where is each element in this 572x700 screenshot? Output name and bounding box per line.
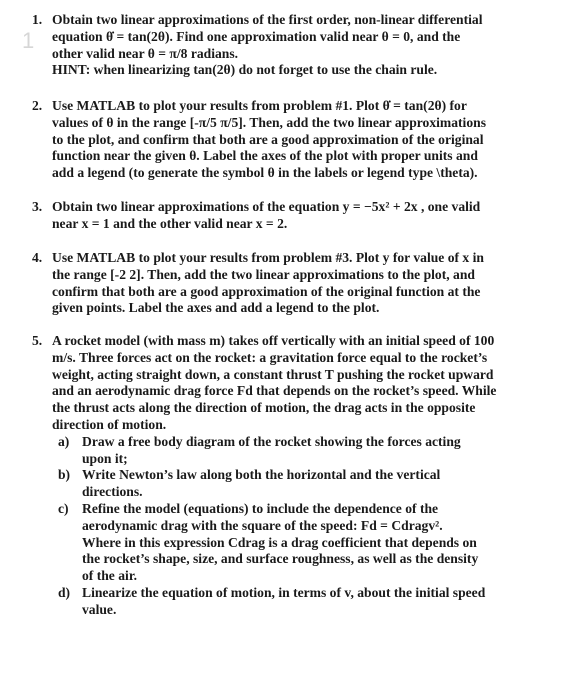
subitem-line: value. bbox=[82, 601, 117, 617]
problem-line: HINT: when linearizing tan(2θ) do not forget to use the chain rule. bbox=[52, 62, 438, 78]
problem-line: the range [-2 2]. Then, add the two linear approximations to the plot, and bbox=[52, 266, 475, 282]
subitem-letter: b) bbox=[58, 467, 71, 483]
subitem-c bbox=[58, 501, 542, 585]
problem-5 bbox=[32, 333, 542, 619]
problem-line: Use MATLAB to plot your results from problem #1. Plot θ̇ = tan(2θ) for bbox=[52, 98, 467, 113]
subitem-line: the rocket’s shape, size, and surface roughness, as well as the density bbox=[82, 551, 479, 567]
problem-line: add a legend (to generate the symbol θ in the labels or legend type \theta). bbox=[52, 165, 478, 181]
subitem-d bbox=[58, 585, 542, 619]
problem-line: given points. Label the axes and add a legend to the plot. bbox=[52, 300, 380, 316]
problem-3 bbox=[32, 199, 542, 233]
problem-line: values of θ in the range [-π/5 π/5]. Then, add the two linear approximations bbox=[52, 114, 486, 130]
subitem-line: directions. bbox=[82, 484, 143, 500]
subitem-line: Write Newton’s law along both the horizontal and the vertical bbox=[82, 467, 441, 483]
problem-line: to the plot, and confirm that both are a good approximation of the original bbox=[52, 131, 484, 147]
problem-line: the thrust acts along the direction of motion, the drag acts in the opposite bbox=[52, 400, 476, 416]
problem-line: and an aerodynamic drag force Fd that depends on the rocket’s speed. While bbox=[52, 383, 497, 399]
subitem-line: upon it; bbox=[82, 450, 128, 466]
subitem-line: Refine the model (equations) to include the dependence of the bbox=[82, 500, 439, 516]
problem-line: Use MATLAB to plot your results from problem #3. Plot y for value of x in bbox=[52, 250, 484, 265]
problem-line: Obtain two linear approximations of the first order, non-linear differential bbox=[52, 12, 483, 27]
subitem-letter: c) bbox=[58, 500, 69, 516]
subitem-line: Draw a free body diagram of the rocket showing the forces acting bbox=[82, 433, 461, 449]
problem-line: direction of motion. bbox=[52, 416, 167, 432]
subitem-letter: d) bbox=[58, 584, 71, 600]
problem-line: function near the given θ. Label the axes of the plot with proper units and bbox=[52, 148, 478, 164]
subitem-b bbox=[58, 467, 542, 501]
problem-line: other valid near θ = π/8 radians. bbox=[52, 45, 239, 61]
subitem-line: aerodynamic drag with the square of the speed: Fd = Cdragv². bbox=[82, 517, 443, 533]
problem-number: 5. bbox=[32, 333, 43, 348]
subitem-line: Where in this expression Cdrag is a drag coefficient that depends on bbox=[82, 534, 477, 550]
problem-line: near x = 1 and the other valid near x = 2. bbox=[52, 215, 288, 231]
problem-line: m/s. Three forces act on the rocket: a gravitation force equal to the rocket’s bbox=[52, 349, 488, 365]
problem-number: 1. bbox=[32, 12, 43, 27]
subitem-line: of the air. bbox=[82, 568, 137, 584]
problem-line: equation θ̇ = tan(2θ). Find one approximation valid near θ = 0, and the bbox=[52, 28, 461, 44]
problem-line: A rocket model (with mass m) takes off vertically with an initial speed of 100 bbox=[52, 333, 495, 348]
subitem-line: Linearize the equation of motion, in terms of v, about the initial speed bbox=[82, 584, 486, 600]
subitem-a bbox=[58, 434, 542, 468]
problem-4 bbox=[32, 250, 542, 317]
problem-line: confirm that both are a good approximation of the original function at the bbox=[52, 283, 481, 299]
problem-number: 3. bbox=[32, 199, 43, 214]
subitem-letter: a) bbox=[58, 433, 70, 449]
problem-1 bbox=[32, 12, 542, 79]
problem-line: weight, acting straight down, a constant thrust T pushing the rocket upward bbox=[52, 366, 494, 382]
problem-number: 2. bbox=[32, 98, 43, 113]
problem-2 bbox=[32, 98, 542, 182]
watermark: 1 bbox=[22, 28, 36, 53]
problem-number: 4. bbox=[32, 250, 43, 265]
problem-line: Obtain two linear approximations of the equation y = −5x² + 2x , one valid bbox=[52, 199, 481, 214]
